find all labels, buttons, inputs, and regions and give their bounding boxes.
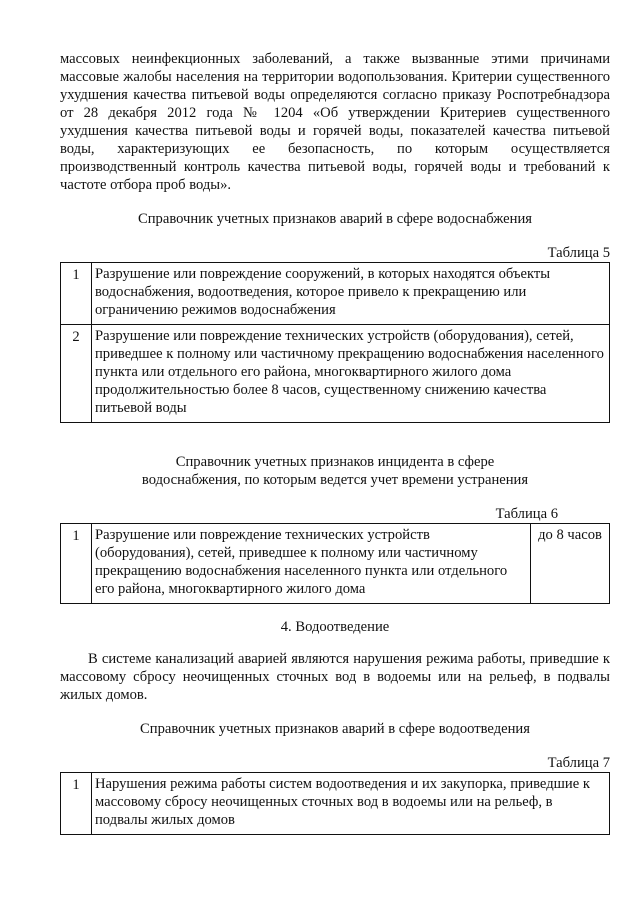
document-page (60, 50, 610, 835)
table6-heading-line1: Справочник учетных признаков инцидента в сфере (175, 454, 495, 470)
section4-title: 4. Водоотведение (280, 619, 390, 635)
table7-label: Таблица 7 (547, 755, 610, 771)
table5-label: Таблица 5 (547, 245, 610, 261)
row-number: 1 (61, 524, 92, 604)
table7-heading: Справочник учетных признаков аварий в сфере водоотведения (140, 721, 530, 737)
section4-paragraph: В системе канализаций аварией являются нарушения режима работы, приведшие к массовому сбросу неочищенных сточных вод в водоемы или на рельеф, в подвалы жилых домов. (60, 651, 610, 703)
row-number: 1 (61, 263, 92, 325)
row-text: Разрушение или повреждение технических устройств (оборудования), сетей, приведшее к полному или частичному прекращению водоснабжения населенного пункта или отдельного его района, многоквартирного жилого дома продолжительностью более 8 часов, существенному снижению качества питьевой воды (92, 325, 610, 423)
row-number: 1 (61, 773, 92, 835)
row-text: Нарушения режима работы систем водоотведения и их закупорка, приведшие к массовому сбросу неочищенных сточных вод в водоемы или на рельеф, в подвалы жилых домов (92, 773, 610, 835)
table-row (61, 263, 610, 325)
row-text: Разрушение или повреждение технических устройств (оборудования), сетей, приведшее к полному или частичному прекращению водоснабжения населенного пункта или отдельного его района, многоквартирного жилого дома (92, 524, 531, 604)
table5-heading: Справочник учетных признаков аварий в сфере водоснабжения (138, 211, 532, 227)
table-row (61, 524, 610, 604)
row-duration: до 8 часов (531, 524, 610, 604)
row-text: Разрушение или повреждение сооружений, в которых находятся объекты водоснабжения, водоотведения, которое привело к прекращению или ограничению режимов водоснабжения (92, 263, 610, 325)
table6 (60, 523, 610, 604)
table6-heading-line2: водоснабжения, по которым ведется учет времени устранения (141, 472, 529, 488)
row-number: 2 (61, 325, 92, 423)
intro-paragraph: массовых неинфекционных заболеваний, а также вызванные этими причинами массовые жалобы населения на территории водопользования. Критерии существенного ухудшения качества питьевой воды определяются согласно приказу Роспотребнадзора от 28 декабря 2012 года № 1204 «Об утверждении Критериев существенного ухудшения качества питьевой воды и горячей воды, показателей качества питьевой воды, характеризующих ее безопасность, по которым осуществляется производственный контроль качества питьевой воды, горячей воды и требований к частоте отбора проб воды». (60, 51, 610, 193)
table-row (61, 325, 610, 423)
table5 (60, 262, 610, 423)
table-row (61, 773, 610, 835)
table6-label: Таблица 6 (495, 506, 558, 522)
table7 (60, 772, 610, 835)
